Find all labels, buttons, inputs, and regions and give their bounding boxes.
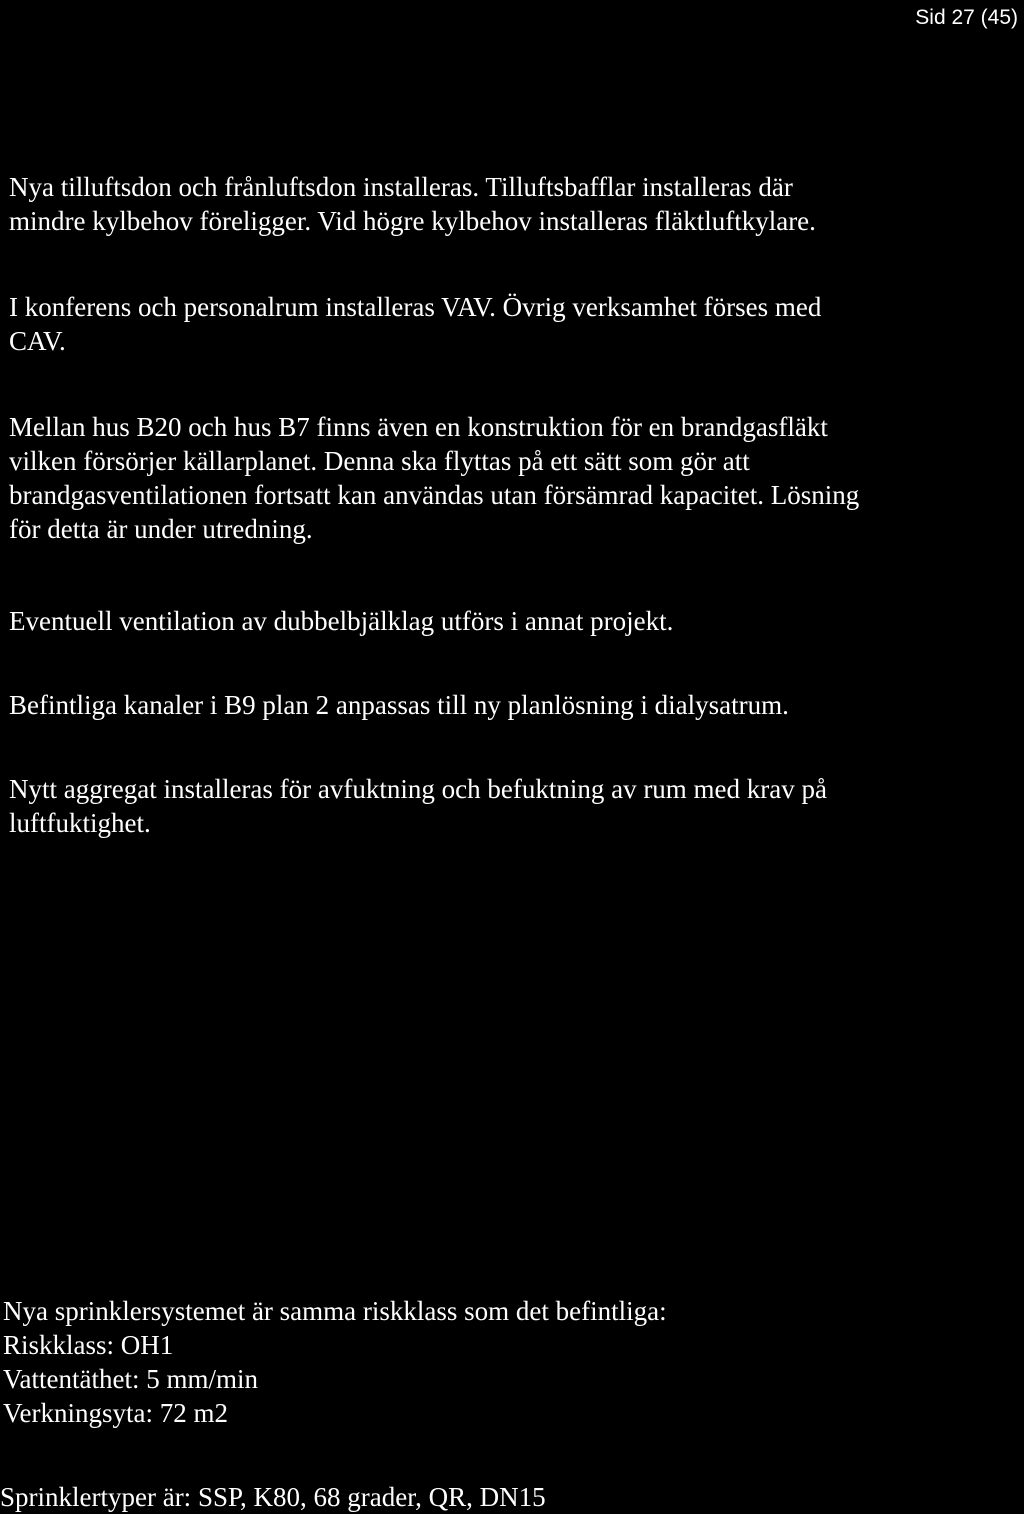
paragraph-vav-cav — [9, 290, 1009, 358]
paragraph-humidity-unit — [9, 772, 1009, 840]
sprinkler-types-line: Sprinklertyper är: SSP, K80, 68 grader, QR, DN15 — [0, 1482, 546, 1512]
paragraph-existing-ducts — [9, 688, 1009, 722]
text-line: Eventuell ventilation av dubbelbjälklag utförs i annat projekt. — [9, 606, 674, 636]
text-line: Befintliga kanaler i B9 plan 2 anpassas till ny planlösning i dialysatrum. — [9, 690, 789, 720]
page-header — [915, 4, 1018, 32]
sprinkler-water-density: Vattentäthet: 5 mm/min — [3, 1364, 258, 1394]
text-line: vilken försörjer källarplanet. Denna ska flyttas på ett sätt som gör att — [9, 446, 750, 476]
sprinkler-design-area: Verkningsyta: 72 m2 — [3, 1398, 228, 1428]
text-line: Nytt aggregat installeras för avfuktning och befuktning av rum med krav på — [9, 774, 828, 804]
text-line: Nya tilluftsdon och frånluftsdon installeras. Tilluftsbafflar installeras där — [9, 172, 793, 202]
paragraph-ventilation-devices — [9, 170, 1009, 238]
text-line: CAV. — [9, 326, 66, 356]
sprinkler-risk-class: Riskklass: OH1 — [3, 1330, 174, 1360]
text-line: mindre kylbehov föreligger. Vid högre kylbehov installeras fläktluftkylare. — [9, 206, 816, 236]
paragraph-double-floor — [9, 604, 1009, 638]
text-line: I konferens och personalrum installeras VAV. Övrig verksamhet förses med — [9, 292, 822, 322]
text-line: luftfuktighet. — [9, 808, 151, 838]
page-number: Sid 27 (45) — [915, 6, 1018, 29]
text-line: brandgasventilationen fortsatt kan användas utan försämrad kapacitet. Lösning — [9, 480, 860, 510]
text-line: för detta är under utredning. — [9, 514, 313, 544]
sprinkler-spec — [3, 1294, 1003, 1430]
paragraph-smoke-fan — [9, 410, 1009, 546]
sprinkler-types — [0, 1480, 1000, 1514]
sprinkler-line: Nya sprinklersystemet är samma riskklass som det befintliga: — [3, 1296, 667, 1326]
text-line: Mellan hus B20 och hus B7 finns även en konstruktion för en brandgasfläkt — [9, 412, 828, 442]
